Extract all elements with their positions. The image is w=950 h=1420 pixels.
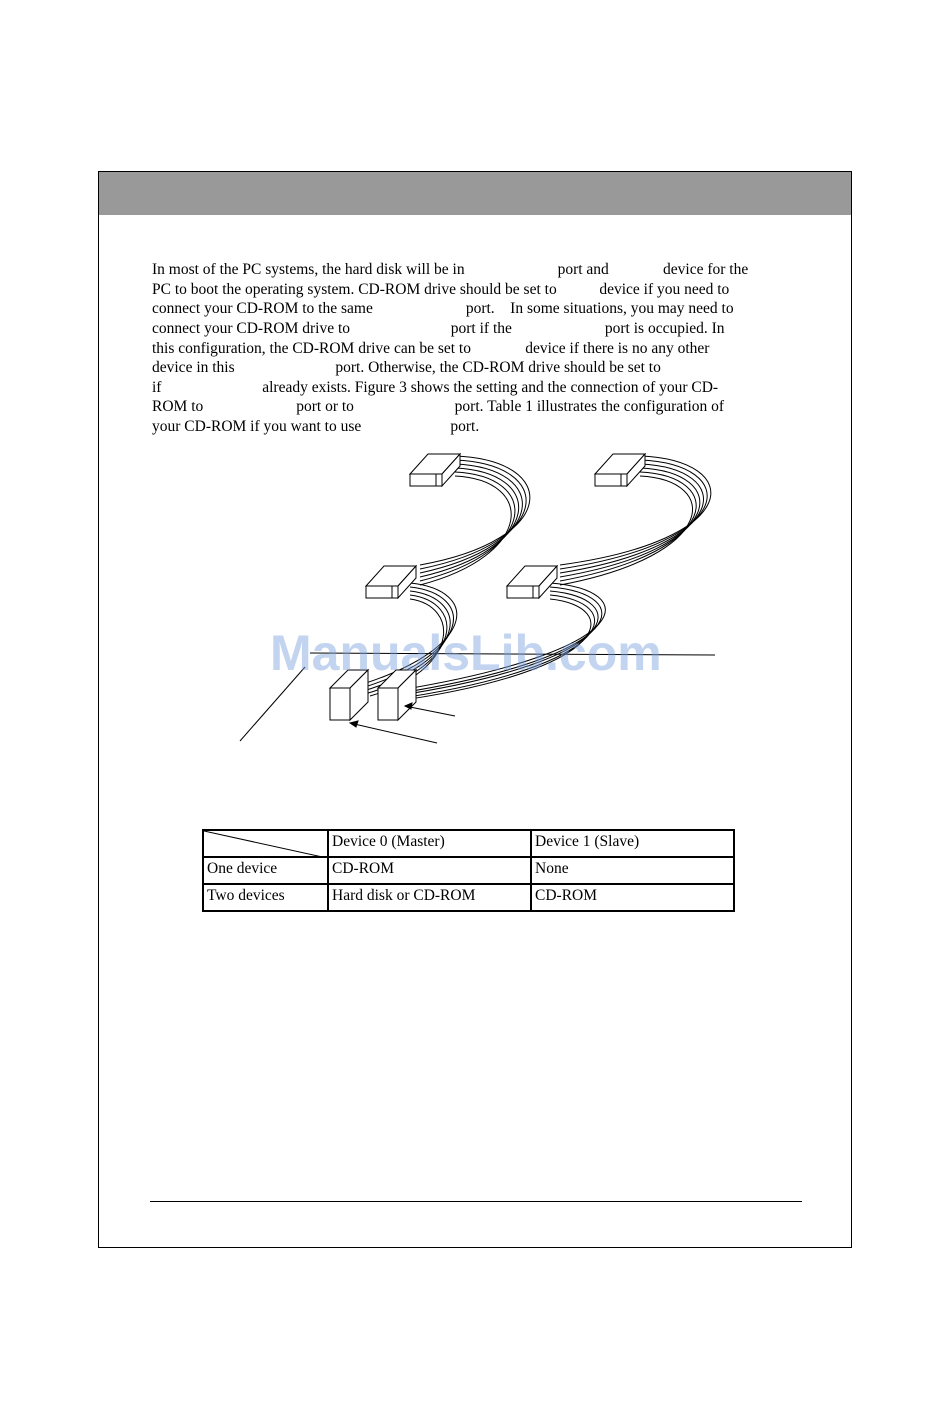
- paragraph-line: your CD-ROM if you want to use port.: [152, 418, 480, 435]
- paragraph-line: device in this port. Otherwise, the CD-ROM drive should be set to: [152, 359, 661, 376]
- diagonal-divider: [204, 831, 327, 858]
- table-cell: None: [531, 857, 734, 884]
- table-cell: Hard disk or CD-ROM: [328, 884, 531, 911]
- connector-top-left: [410, 454, 460, 486]
- connector-top-right: [595, 454, 645, 486]
- paragraph-line: this configuration, the CD-ROM drive can be set to device if there is no any other: [152, 340, 710, 357]
- paragraph-line: ROM to port or to port. Table 1 illustrates the configuration of: [152, 398, 725, 415]
- paragraph-line: PC to boot the operating system. CD-ROM drive should be set to device if you need to: [152, 281, 730, 298]
- connector-mid-left: [366, 566, 416, 598]
- watermark: ManualsLib.com: [270, 625, 662, 681]
- table-cell: One device: [203, 857, 328, 884]
- table-cell: CD-ROM: [328, 857, 531, 884]
- arrow-secondary: [405, 706, 455, 716]
- paragraph-line: connect your CD-ROM to the same port. In some situations, you may need to: [152, 300, 734, 317]
- footer-rule: [150, 1201, 802, 1202]
- table-row: [203, 884, 734, 911]
- connector-mid-right: [507, 566, 557, 598]
- table-header-cell: Device 1 (Slave): [531, 830, 734, 857]
- arrow-primary: [350, 723, 437, 743]
- table-row: [203, 857, 734, 884]
- paragraph-line: if already exists. Figure 3 shows the setting and the connection of your CD-: [152, 379, 719, 396]
- configuration-table: [202, 829, 735, 912]
- paragraph-line: In most of the PC systems, the hard disk will be in port and device for the: [152, 261, 749, 278]
- table-corner-cell: [203, 830, 328, 857]
- table-cell: Two devices: [203, 884, 328, 911]
- table-header-cell: Device 0 (Master): [328, 830, 531, 857]
- paragraph-line: connect your CD-ROM drive to port if the port is occupied. In: [152, 320, 725, 337]
- table-header-row: [203, 830, 734, 857]
- table-cell: CD-ROM: [531, 884, 734, 911]
